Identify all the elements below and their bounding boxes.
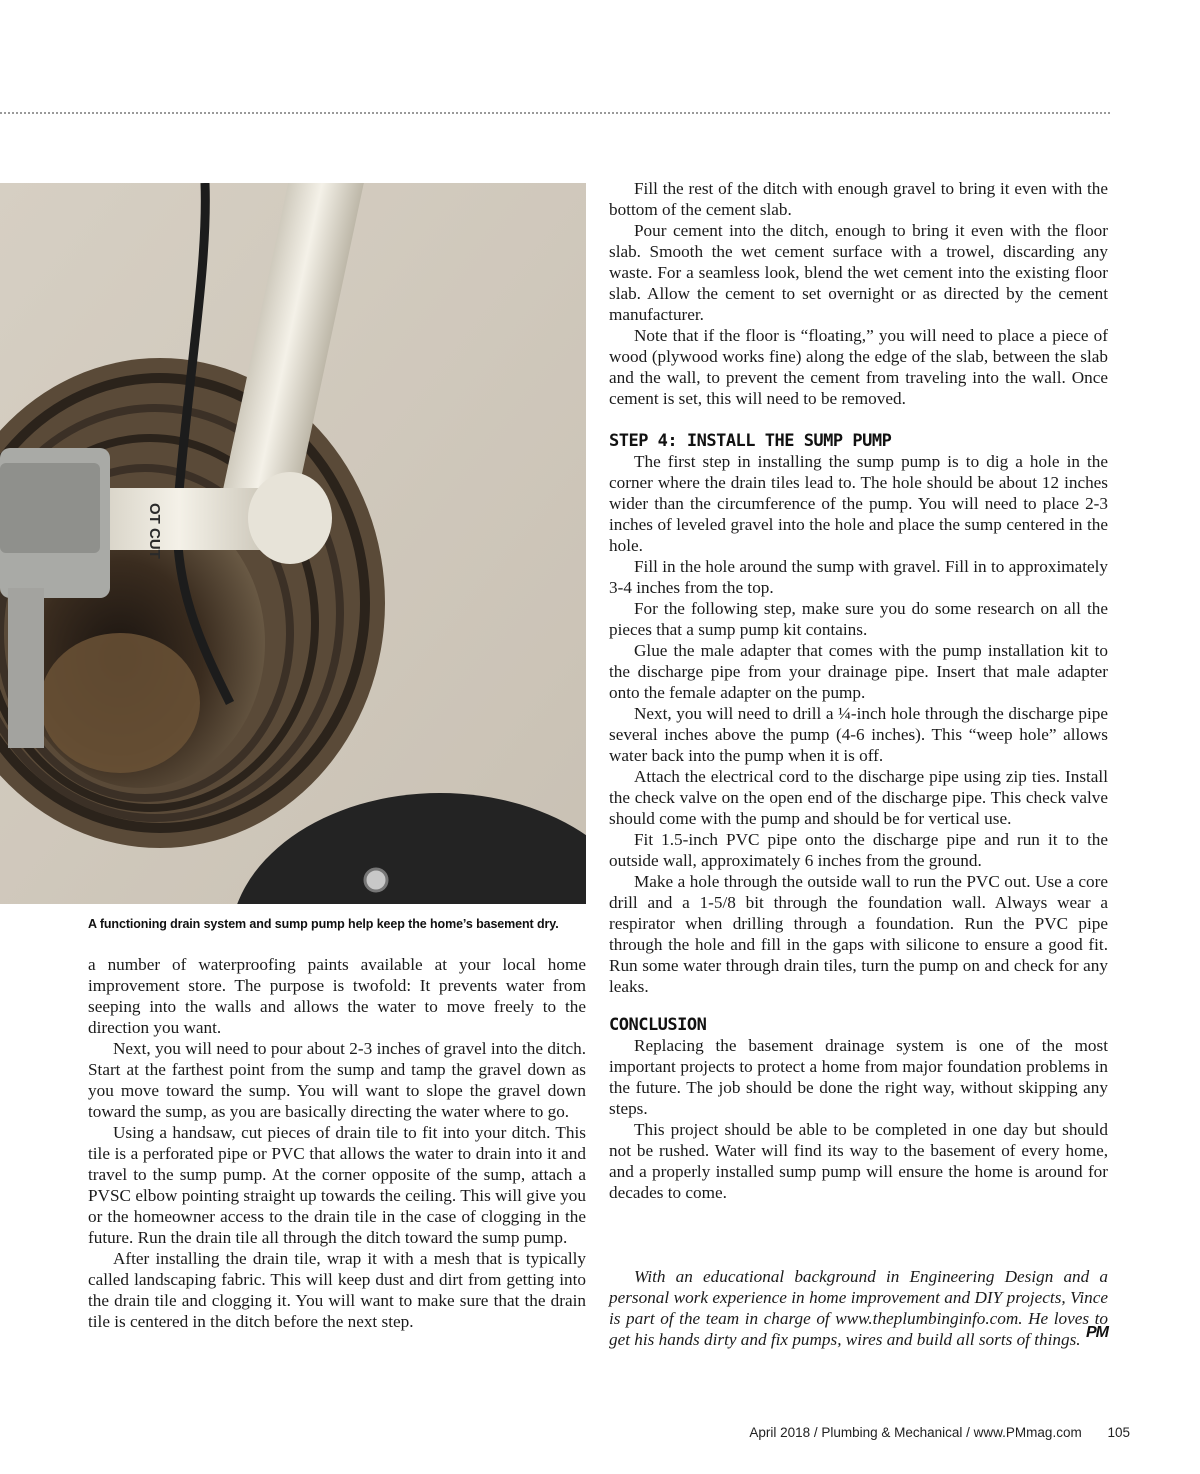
pm-end-logo: PM [1086,1324,1108,1341]
photo-caption: A functioning drain system and sump pump help keep the home’s basement dry. [88,917,559,931]
sump-pump-photo [0,183,586,904]
footer-text: April 2018 / Plumbing & Mechanical / www.PMmag.com [749,1425,1082,1440]
body-paragraph: Attach the electrical cord to the discharge pipe using zip ties. Install the check valve on the open end of the discharge pipe. This check valve should come with the pump and should be for vertical use. [609,767,1108,828]
body-paragraph: Pour cement into the ditch, enough to bring it even with the floor slab. Smooth the wet cement surface with a trowel, discarding any waste. For a seamless look, blend the wet cement into the existing floor slab. Allow the cement to set overnight or as directed by the cement manufacturer. [609,221,1108,324]
body-paragraph: The first step in installing the sump pump is to dig a hole in the corner where the drain tiles lead to. The hole should be about 12 inches wider than the circumference of the pump. You will need to place 2-3 inches of leveled gravel into the hole and place the sump centered in the hole. [609,452,1108,555]
body-paragraph: After installing the drain tile, wrap it with a mesh that is typically called landscaping fabric. This will keep dust and dirt from getting into the drain tile and clogging it. You will want to make sure that the drain tile is centered in the ditch before the next step. [88,1249,586,1331]
page-footer [749,1425,1130,1440]
body-paragraph: a number of waterproofing paints available at your local home improvement store. The purpose is twofold: It prevents water from seeping into the walls and allows the water to move freely to the direction you want. [88,955,586,1037]
body-paragraph: Next, you will need to drill a ¼-inch hole through the discharge pipe several inches above the pump (4-6 inches). This “weep hole” allows water back into the pump when it is off. [609,704,1108,765]
body-paragraph: Note that if the floor is “floating,” you will need to place a piece of wood (plywood works fine) along the edge of the slab, between the slab and the wall, to prevent the cement from traveling into the wall. Once cement is set, this will need to be removed. [609,326,1108,408]
author-bio-text: With an educational background in Engineering Design and a personal work experience in home improvement and DIY projects, Vince is part of the team in charge of www.theplumbinginfo.com. He loves to get his hands dirty and fix pumps, wires and build all sorts of things. [609,1267,1108,1349]
body-paragraph: Glue the male adapter that comes with the pump installation kit to the discharge pipe from your drainage pipe. Insert that male adapter onto the female adapter on the pump. [609,641,1108,702]
pipe-stamp-text: OT CUT [146,503,163,559]
body-paragraph: Fill the rest of the ditch with enough gravel to bring it even with the bottom of the cement slab. [609,179,1108,219]
body-paragraph: Fill in the hole around the sump with gravel. Fill in to approximately 3-4 inches from the top. [609,557,1108,597]
body-paragraph: Using a handsaw, cut pieces of drain tile to fit into your ditch. This tile is a perforated pipe or PVC that allows the water to drain into it and travel to the sump pump. At the corner opposite of the sump, attach a PVSC elbow pointing straight up towards the ceiling. This will give you or the homeowner access to the drain tile in the case of clogging in the future. Run the drain tile all through the ditch toward the sump pump. [88,1123,586,1247]
top-dotted-rule [0,112,1110,114]
author-bio [609,1266,1108,1350]
step4-heading: STEP 4: INSTALL THE SUMP PUMP [609,431,892,451]
right-column [609,178,1108,1203]
body-paragraph: Next, you will need to pour about 2-3 inches of gravel into the ditch. Start at the farthest point from the sump and tamp the gravel down as you move toward the sump. You will want to slope the gravel down toward the sump, as you are basically directing the water where to go. [88,1039,586,1121]
page-number: 105 [1107,1425,1130,1440]
conclusion-heading: CONCLUSION [609,1015,707,1035]
body-paragraph: Replacing the basement drainage system is one of the most important projects to protect a home from major foundation problems in the future. The job should be done the right way, without skipping any steps. [609,1036,1108,1118]
body-paragraph: For the following step, make sure you do some research on all the pieces that a sump pump kit contains. [609,599,1108,639]
body-paragraph: Make a hole through the outside wall to run the PVC out. Use a core drill and a 1-5/8 bit through the foundation wall. Always wear a respirator when drilling through a foundation. Run the PVC pipe through the hole and fill in the gaps with silicone to ensure a good fit. Run some water through drain tiles, turn the pump on and check for any leaks. [609,872,1108,996]
left-column [88,954,586,1332]
body-paragraph: This project should be able to be completed in one day but should not be rushed. Water will find its way to the basement of every home, and a properly installed sump pump will ensure the home is around for decades to come. [609,1120,1108,1202]
body-paragraph: Fit 1.5-inch PVC pipe onto the discharge pipe and run it to the outside wall, approximately 6 inches from the ground. [609,830,1108,870]
